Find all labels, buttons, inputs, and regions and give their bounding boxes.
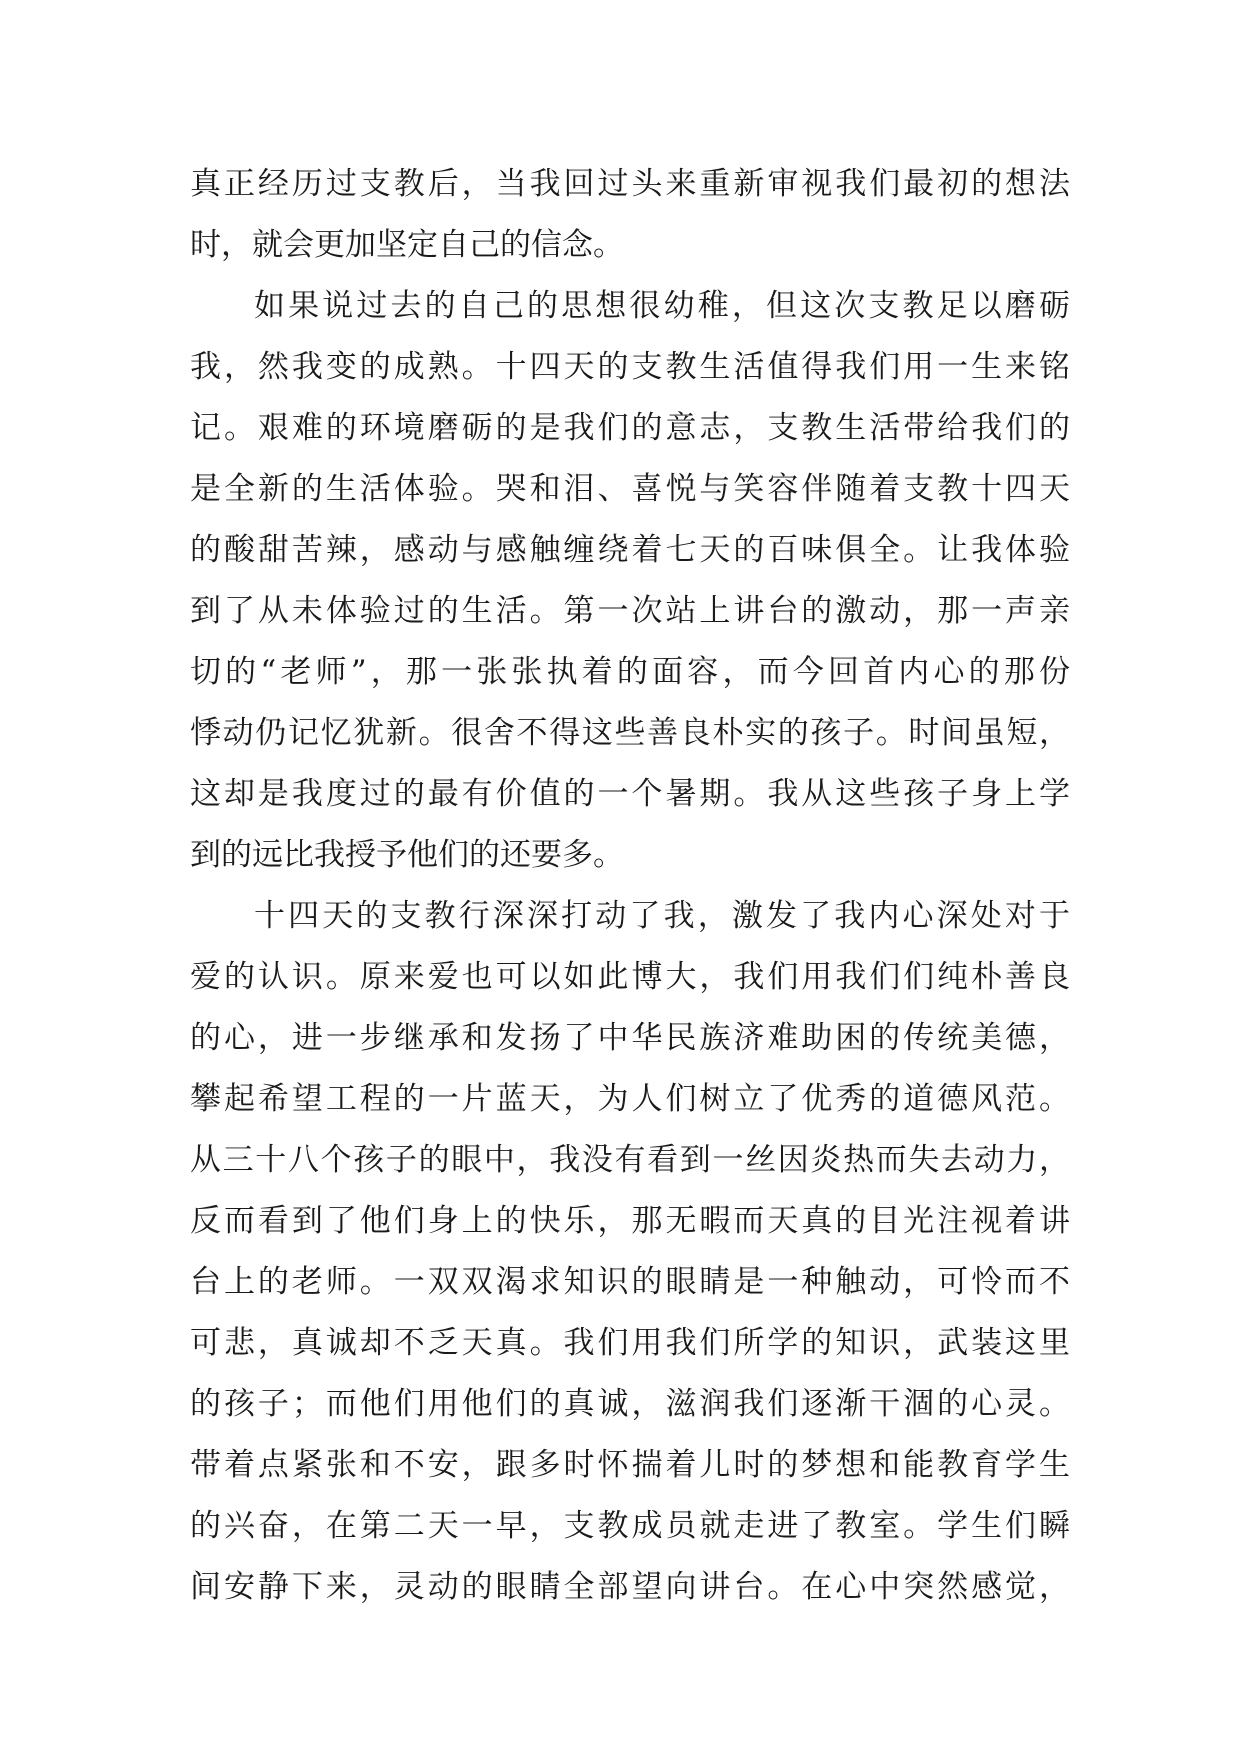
text-line: 时，就会更加坚定自己的信念。 bbox=[190, 227, 624, 263]
document-body bbox=[190, 154, 1070, 1618]
text-line: 真正经历过支教后，当我回过头来重新审视我们最初的想法 bbox=[190, 166, 1070, 202]
text-line: 如果说过去的自己的思想很幼稚，但这次支教足以磨砺 bbox=[254, 288, 1070, 324]
paragraph-1 bbox=[190, 154, 1070, 276]
text-line: 的心，进一步继承和发扬了中华民族济难助困的传统美德， bbox=[190, 1020, 1070, 1056]
text-line: 到的远比我授予他们的还要多。 bbox=[190, 837, 624, 873]
text-line: 我，然我变的成熟。十四天的支教生活值得我们用一生来铭 bbox=[190, 349, 1070, 385]
text-line: 台上的老师。一双双渴求知识的眼睛是一种触动，可怜而不 bbox=[190, 1264, 1070, 1300]
text-line: 反而看到了他们身上的快乐，那无暇而天真的目光注视着讲 bbox=[190, 1203, 1070, 1239]
text-line: 记。艰难的环境磨砺的是我们的意志，支教生活带给我们的 bbox=[190, 410, 1070, 446]
text-line: 间安静下来，灵动的眼睛全部望向讲台。在心中突然感觉， bbox=[190, 1569, 1070, 1605]
text-line: 到了从未体验过的生活。第一次站上讲台的激动，那一声亲 bbox=[190, 593, 1070, 629]
text-line: 的兴奋，在第二天一早，支教成员就走进了教室。学生们瞬 bbox=[190, 1508, 1070, 1544]
paragraph-2 bbox=[190, 276, 1070, 886]
text-line: 十四天的支教行深深打动了我，激发了我内心深处对于 bbox=[254, 898, 1070, 934]
text-line: 这却是我度过的最有价值的一个暑期。我从这些孩子身上学 bbox=[190, 776, 1070, 812]
paragraph-3 bbox=[190, 886, 1070, 1618]
text-line: 带着点紧张和不安，跟多时怀揣着儿时的梦想和能教育学生 bbox=[190, 1447, 1070, 1483]
text-line: 爱的认识。原来爱也可以如此博大，我们用我们们纯朴善良 bbox=[190, 959, 1070, 995]
text-line: 切的“老师”，那一张张执着的面容，而今回首内心的那份 bbox=[190, 654, 1070, 690]
text-line: 悸动仍记忆犹新。很舍不得这些善良朴实的孩子。时间虽短， bbox=[190, 715, 1070, 751]
text-line: 的酸甜苦辣，感动与感触缠绕着七天的百味俱全。让我体验 bbox=[190, 532, 1070, 568]
text-line: 攀起希望工程的一片蓝天，为人们树立了优秀的道德风范。 bbox=[190, 1081, 1070, 1117]
text-line: 的孩子；而他们用他们的真诚，滋润我们逐渐干涸的心灵。 bbox=[190, 1386, 1070, 1422]
text-line: 可悲，真诚却不乏天真。我们用我们所学的知识，武装这里 bbox=[190, 1325, 1070, 1361]
text-line: 从三十八个孩子的眼中，我没有看到一丝因炎热而失去动力， bbox=[190, 1142, 1070, 1178]
text-line: 是全新的生活体验。哭和泪、喜悦与笑容伴随着支教十四天 bbox=[190, 471, 1070, 507]
